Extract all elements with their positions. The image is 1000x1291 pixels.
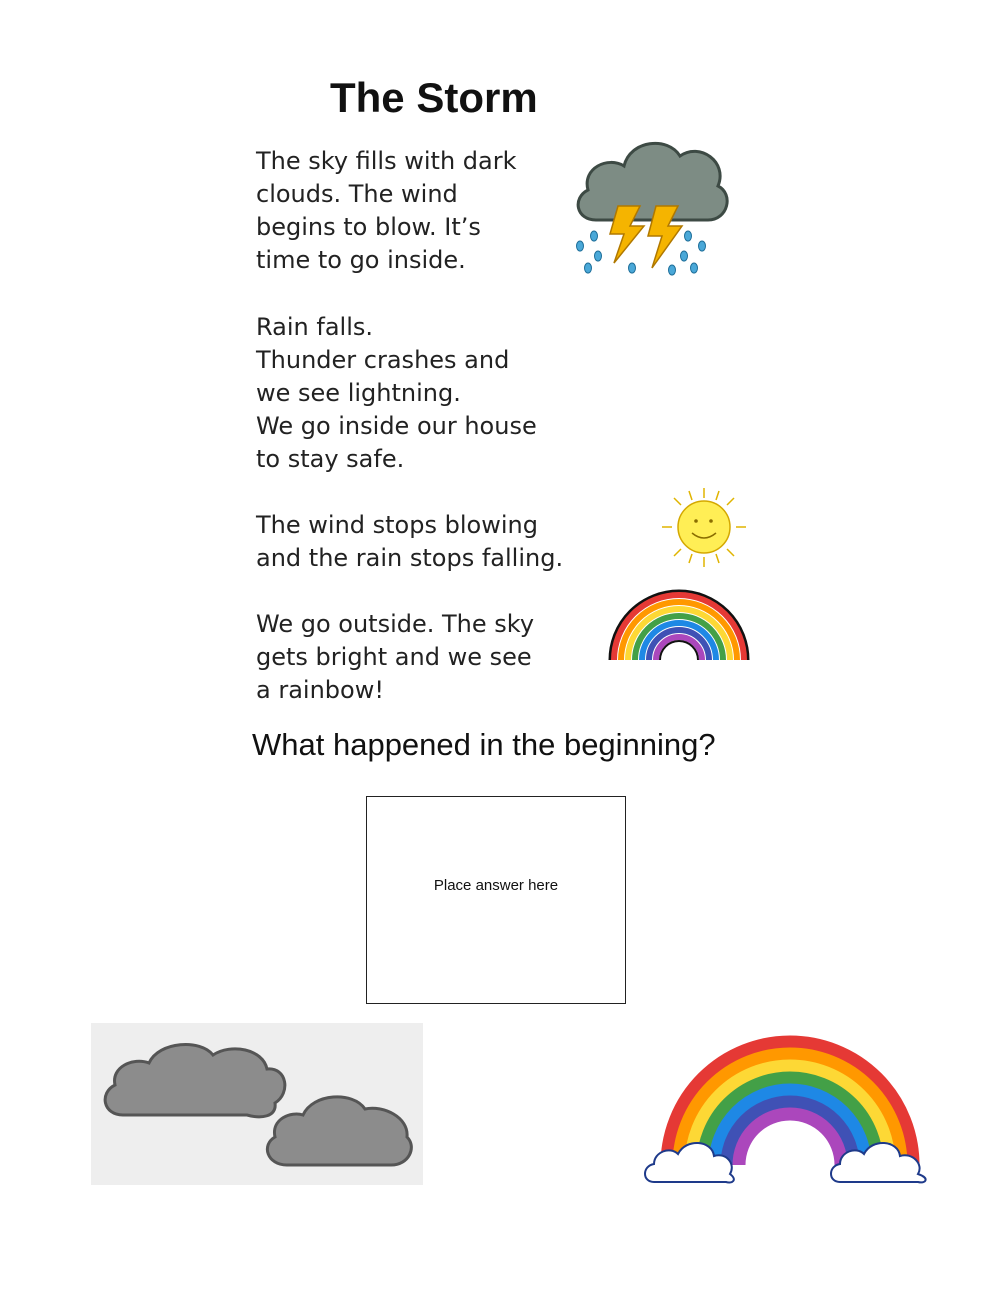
story-line: Rain falls. [256,313,373,341]
story-paragraph-1 [256,145,516,277]
story-title: The Storm [330,74,538,121]
story-line: gets bright and we see [256,643,532,671]
story-line: time to go inside. [256,246,466,274]
answer-drop-box[interactable] [366,796,626,1004]
question-text: What happened in the beginning? [252,727,716,762]
answer-option-rainbow[interactable] [640,1020,940,1190]
rainbow-icon [604,578,754,678]
story-line: We go inside our house [256,412,537,440]
story-line: to stay safe. [256,445,405,473]
story-line: a rainbow! [256,676,384,704]
story-paragraph-2 [256,311,537,476]
story-line: we see lightning. [256,379,461,407]
storm-cloud-icon [568,128,733,283]
sun-icon [654,485,754,570]
gray-clouds-icon [91,1023,423,1185]
story-line: The sky fills with dark [256,147,517,175]
story-line: and the rain stops falling. [256,544,564,572]
story-line: begins to blow. It’s [256,213,481,241]
story-line: The wind stops blowing [256,511,538,539]
rainbow-with-clouds-icon [640,1020,940,1190]
story-line: We go outside. The sky [256,610,535,638]
story-line: clouds. The wind [256,180,458,208]
story-paragraph-3 [256,509,563,575]
story-line: Thunder crashes and [256,346,510,374]
answer-placeholder-label: Place answer here [433,877,559,894]
story-paragraph-4 [256,608,534,707]
answer-option-clouds[interactable] [91,1023,423,1185]
